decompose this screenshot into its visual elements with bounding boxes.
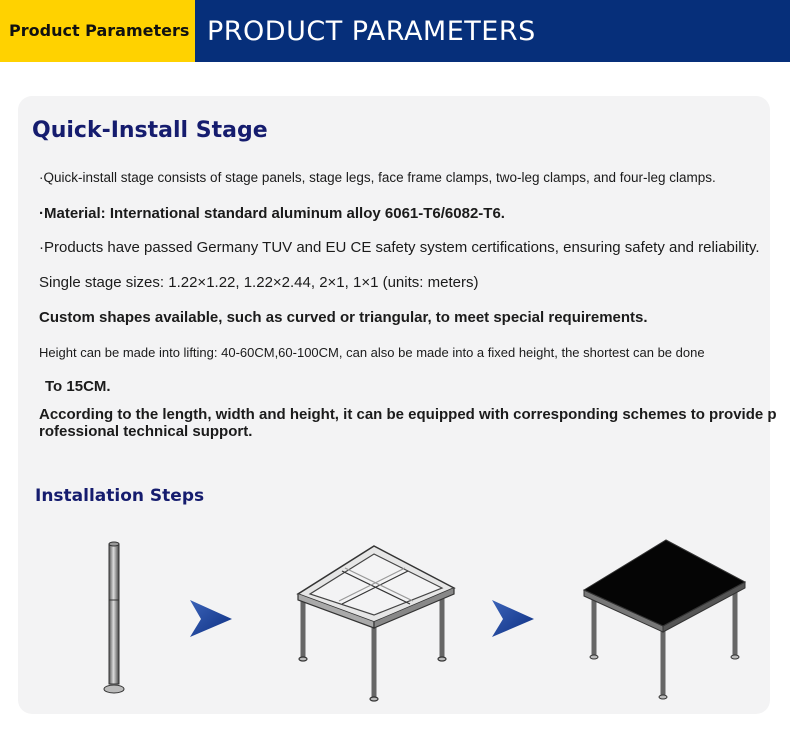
spec-line-certification: ·Products have passed Germany TUV and EU CE safety system certifications, ensuring safety and reliability. (39, 239, 760, 256)
header-title: PRODUCT PARAMETERS (207, 16, 536, 47)
page-title: Quick-Install Stage (32, 118, 268, 143)
spec-line-height: Height can be made into lifting: 40-60CM,60-100CM, can also be made into a fixed height, the shortest can be done (39, 345, 705, 360)
assembled-stage-icon (584, 540, 745, 699)
stage-leg-icon (104, 542, 124, 693)
spec-line-support: According to the length, width and height, it can be equipped with corresponding schemes to provide professional technical support. (39, 406, 777, 440)
spec-line-height-cont: To 15CM. (45, 378, 111, 395)
installation-steps-title: Installation Steps (35, 486, 205, 506)
header-title-box (195, 0, 790, 62)
stage-frame-icon (298, 546, 454, 701)
header-label-box (0, 0, 195, 62)
header-label: Product Parameters (9, 21, 190, 40)
spec-line-components: ·Quick-install stage consists of stage panels, stage legs, face frame clamps, two-leg clamps, and four-leg clamps. (39, 170, 716, 185)
spec-line-sizes: Single stage sizes: 1.22×1.22, 1.22×2.44, 2×1, 1×1 (units: meters) (39, 274, 479, 291)
spec-line-material: ·Material: International standard aluminum alloy 6061-T6/6082-T6. (39, 205, 505, 222)
arrow-right-icon (190, 600, 232, 637)
arrow-right-icon (492, 600, 534, 637)
header-banner (0, 0, 790, 62)
installation-illustration (18, 520, 770, 714)
spec-line-custom: Custom shapes available, such as curved or triangular, to meet special requirements. (39, 309, 648, 326)
